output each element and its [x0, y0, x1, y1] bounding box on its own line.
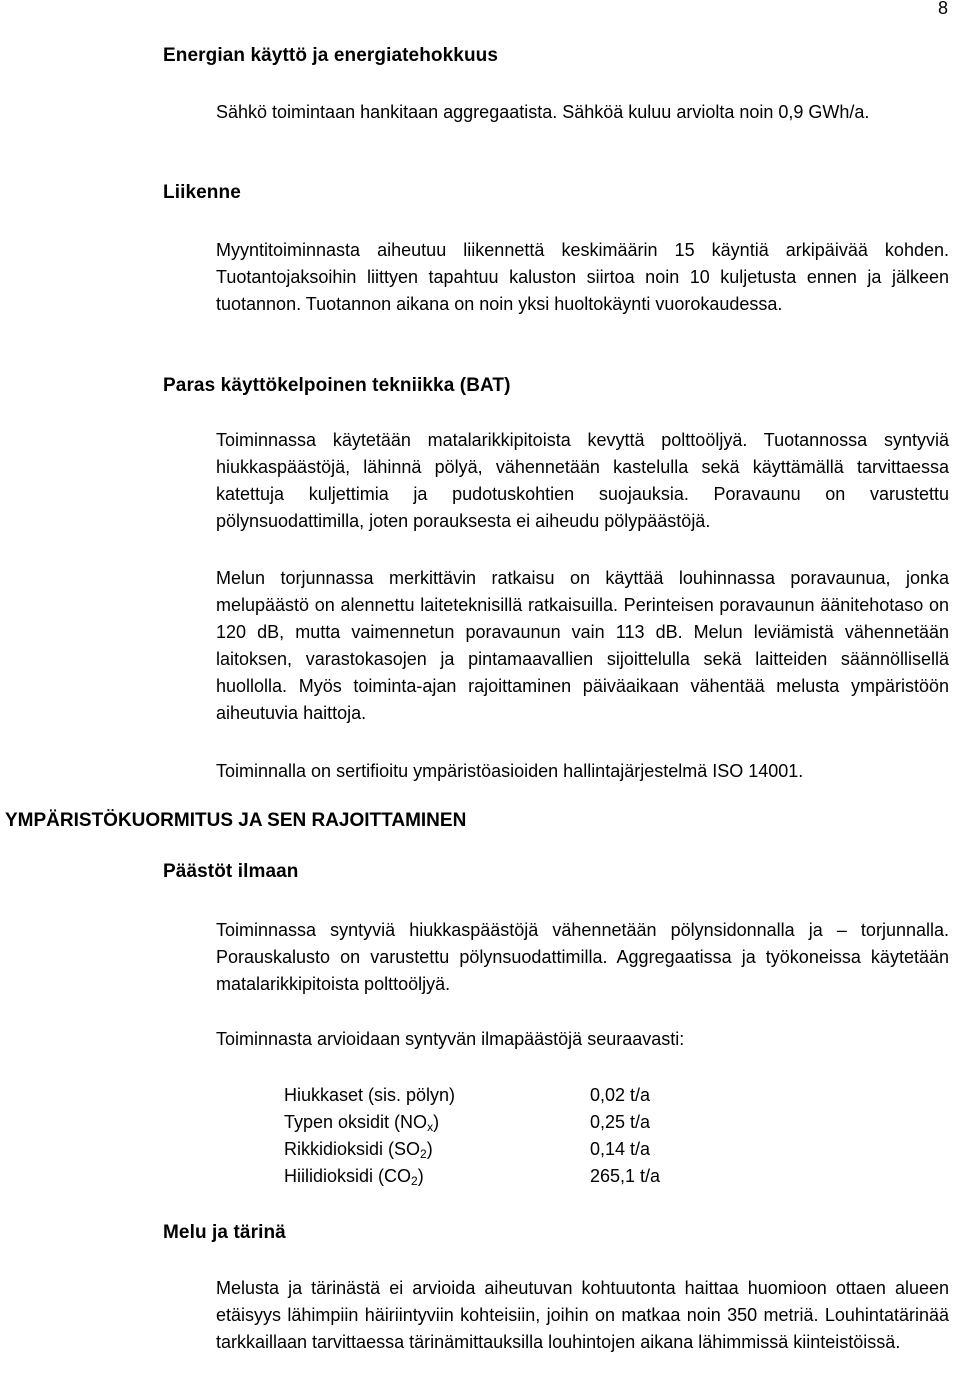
emission-value: 0,25 t/a — [590, 1112, 651, 1132]
main-heading: YMPÄRISTÖKUORMITUS JA SEN RAJOITTAMINEN — [5, 810, 467, 831]
emission-label: Rikkidioksidi $(SO_2)$ — [284, 1139, 433, 1161]
paragraph-bat-iso: Toiminnalla on sertifioitu ympäristöasioiden hallintajärjestelmä ISO 14001. — [216, 761, 804, 781]
heading-energy: Energian käyttö ja energiatehokkuus — [163, 45, 499, 66]
heading-air-emissions: Päästöt ilmaan — [163, 861, 299, 882]
paragraph-bat-noise: Melun torjunnassa merkittävin ratkaisu on käyttää louhinnassa poravaunua, jonka melupäästö on alennettu laiteteknisillä ratkaisuilla. Perinteisen poravaunun äänitehotaso on 120 dB, mutta vaimennetun poravaunun vain 113 dB. Melun leviämistä vähennetään laitoksen, varastokasojen ja pintamaavallien sijoittelulla sekä laitteiden säännöllisellä huollolla. Myös toiminta-ajan rajoittaminen päiväaikaan vähentää melusta ympäristöön aiheutuvia haittoja. — [216, 568, 949, 723]
paragraph-air-dust: Toiminnassa syntyviä hiukkaspäästöjä vähennetään pölynsidonnalla ja – torjunnalla. Porauskalusto on varustettu pölynsuodattimilla. Aggregaatissa ja työkoneissa käytetään matalarikkipitoista polttoöljyä. — [216, 920, 949, 994]
paragraph-traffic: Myyntitoiminnasta aiheutuu liikennettä keskimäärin 15 käyntiä arkipäivää kohden. Tuotantojaksoihin liittyen tapahtuu kaluston siirtoa noin 10 kuljetusta ennen ja jälkeen tuotannon. Tuotannon aikana on noin yksi huoltokäynti vuorokaudessa. — [216, 240, 949, 314]
emission-value: 0,02 t/a — [590, 1085, 651, 1105]
heading-traffic: Liikenne — [163, 182, 241, 203]
emission-label: Hiukkaset (sis. pölyn) — [284, 1085, 456, 1105]
emission-value: 265,1 t/a — [590, 1166, 661, 1186]
emission-label: Typen oksidit $(NO_x)$ — [284, 1112, 440, 1134]
paragraph-noise: Melusta ja tärinästä ei arvioida aiheutuvan kohtuutonta haittaa huomioon ottaen alueen etäisyys lähimpiin häiriintyviin kohteisiin, joihin on matkaa noin 350 metriä. Louhintatärinää tarkkaillaan tarvittaessa tärinämittauksilla louhintojen aikana lähimmissä kiinteistöissä. — [216, 1278, 949, 1352]
emission-value: 0,14 t/a — [590, 1139, 651, 1159]
paragraph-energy: Sähkö toimintaan hankitaan aggregaatista. Sähköä kuluu arviolta noin 0,9 GWh/a. — [216, 102, 870, 122]
emission-label: Hiilidioksidi $(CO_2)$ — [284, 1166, 424, 1188]
heading-noise-vibration: Melu ja tärinä — [163, 1222, 286, 1243]
paragraph-bat-dust: Toiminnassa käytetään matalarikkipitoista kevyttä polttoöljyä. Tuotannossa syntyviä hiukkaspäästöjä, lähinnä pölyä, vähennetään kastelulla sekä käyttämällä tarvittaessa katettuja kuljettimia ja pudotuskohtien suojauksia. Poravaunu on varustettu pölynsuodattimilla, joten porauksesta ei aiheudu pölypäästöjä. — [216, 430, 949, 531]
page-number: 8 — [937, 0, 948, 18]
paragraph-air-intro: Toiminnasta arvioidaan syntyvän ilmapäästöjä seuraavasti: — [216, 1029, 685, 1049]
heading-bat: Paras käyttökelpoinen tekniikka (BAT) — [163, 375, 511, 396]
